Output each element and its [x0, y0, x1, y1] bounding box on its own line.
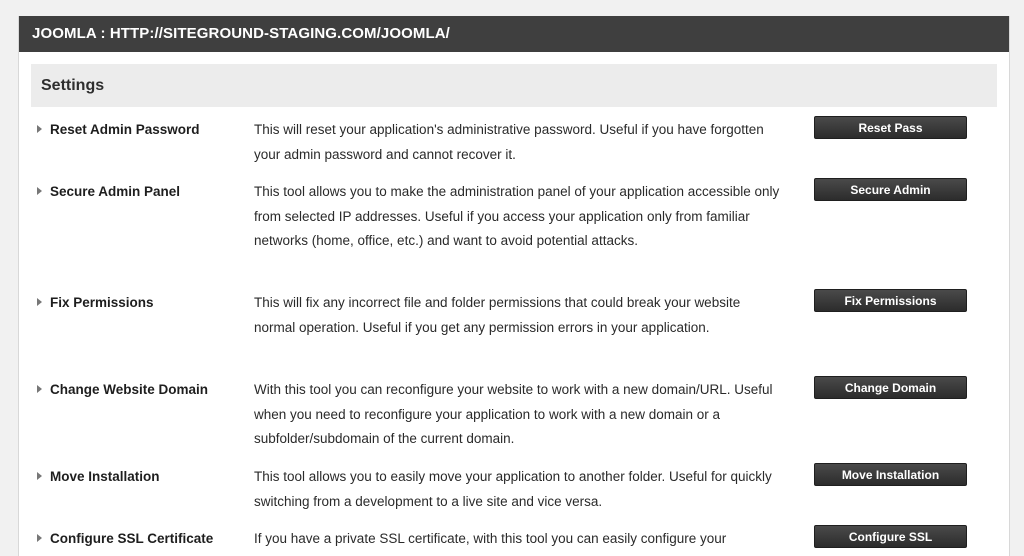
- settings-heading: Settings: [31, 64, 997, 107]
- setting-title[interactable]: [37, 120, 200, 140]
- setting-description: This will fix any incorrect file and folder permissions that could break your website normal operation. Useful if you get any permission errors in your application.: [254, 295, 741, 335]
- setting-title-label: Change Website Domain: [50, 382, 209, 397]
- expand-arrow-icon: [37, 472, 42, 480]
- setting-description: With this tool you can reconfigure your website to work with a new domain/URL. Useful when you need to reconfigure your application to work with a new domain or a subfolder/subdomain of the current domain.: [254, 382, 773, 446]
- setting-description: This tool allows you to make the administration panel of your application accessible only from selected IP addresses. Useful if you access your application only from familiar networks (home, office, etc.) and want to avoid potential attacks.: [254, 184, 780, 248]
- setting-title-label: Reset Admin Password: [50, 122, 200, 137]
- setting-title-label: Configure SSL Certificate: [50, 531, 214, 546]
- setting-description: This will reset your application's administrative password. Useful if you have forgotten your admin password and cannot recover it.: [254, 122, 764, 162]
- fix-permissions-button[interactable]: Fix Permissions: [814, 289, 967, 312]
- expand-arrow-icon: [37, 385, 42, 393]
- setting-description: If you have a private SSL certificate, with this tool you can easily configure your: [254, 531, 727, 546]
- app-panel: [18, 16, 1010, 556]
- setting-title[interactable]: [37, 293, 154, 313]
- expand-arrow-icon: [37, 125, 42, 133]
- expand-arrow-icon: [37, 298, 42, 306]
- setting-title-label: Fix Permissions: [50, 295, 154, 310]
- setting-title-label: Secure Admin Panel: [50, 184, 181, 199]
- reset-pass-button[interactable]: Reset Pass: [814, 116, 967, 139]
- setting-description: This tool allows you to easily move your application to another folder. Useful for quickly switching from a development to a live site and vice versa.: [254, 469, 772, 509]
- setting-title[interactable]: [37, 182, 180, 202]
- setting-title[interactable]: [37, 467, 160, 487]
- move-installation-button[interactable]: Move Installation: [814, 463, 967, 486]
- configure-ssl-button[interactable]: Configure SSL: [814, 525, 967, 548]
- setting-title[interactable]: [37, 529, 213, 549]
- expand-arrow-icon: [37, 187, 42, 195]
- setting-title[interactable]: [37, 380, 208, 400]
- setting-title-label: Move Installation: [50, 469, 160, 484]
- expand-arrow-icon: [37, 534, 42, 542]
- change-domain-button[interactable]: Change Domain: [814, 376, 967, 399]
- secure-admin-button[interactable]: Secure Admin: [814, 178, 967, 201]
- app-header-title: JOOMLA : HTTP://SITEGROUND-STAGING.COM/JOOMLA/: [19, 16, 1009, 52]
